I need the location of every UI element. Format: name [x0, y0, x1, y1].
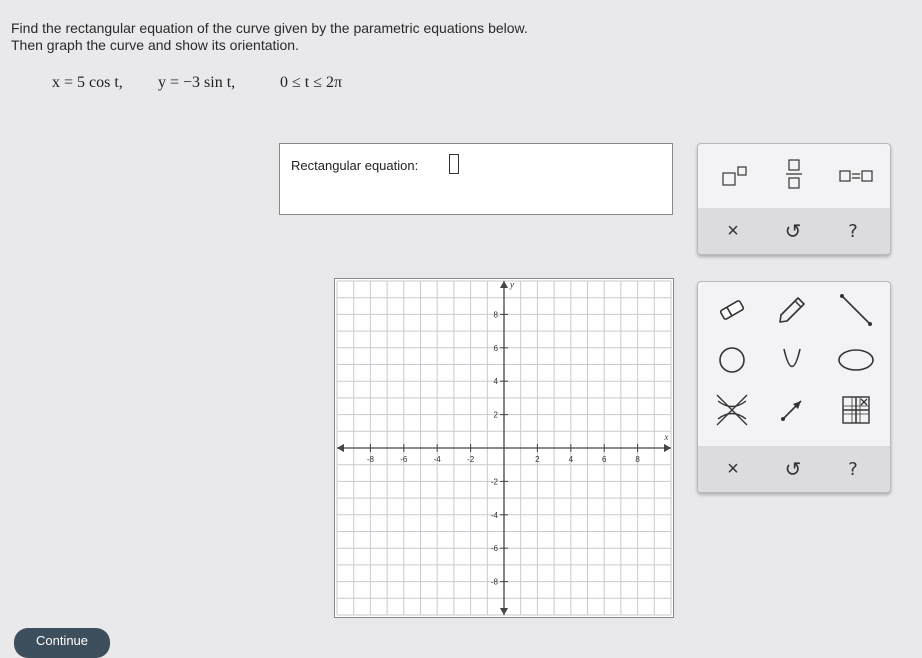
ray-icon	[776, 394, 808, 426]
x-tick-label: 6	[601, 455, 607, 464]
x-tick-label: -4	[433, 455, 441, 464]
line-segment-icon	[838, 292, 874, 328]
prompt-line-2: Then graph the curve and show its orientation.	[11, 37, 299, 53]
eraser-tool[interactable]	[710, 288, 754, 332]
circle-icon	[716, 344, 748, 376]
ellipse-icon	[836, 344, 876, 376]
close-icon: ×	[727, 457, 739, 480]
parabola-tool[interactable]	[770, 338, 814, 382]
fraction-icon	[784, 158, 804, 190]
grid-point-icon	[840, 394, 872, 426]
y-tick-label: -2	[490, 477, 498, 487]
math-palette-footer	[698, 208, 890, 254]
graph-panel[interactable]	[334, 278, 674, 618]
superscript-button[interactable]	[712, 158, 756, 194]
help-icon: ?	[848, 220, 858, 242]
parabola-icon	[776, 344, 808, 376]
x-tick-label: 8	[635, 455, 640, 464]
circle-tool[interactable]	[710, 338, 754, 382]
x-axis-arrow-left	[337, 444, 344, 452]
graph-tool-palette	[697, 281, 891, 493]
x-tick-label: -6	[400, 455, 408, 464]
y-tick-label: 8	[493, 310, 498, 320]
pencil-tool[interactable]	[770, 288, 814, 332]
hyperbola-tool[interactable]	[710, 388, 754, 432]
eraser-icon	[716, 294, 748, 326]
y-axis-arrow-down	[500, 608, 508, 615]
continue-button[interactable]: Continue	[14, 628, 110, 658]
x-tick-label: -2	[467, 455, 475, 464]
coordinate-plane[interactable]	[335, 279, 673, 617]
y-tick-label: -8	[490, 577, 498, 587]
y-tick-label: 6	[493, 343, 498, 353]
undo-graph-button[interactable]	[773, 454, 813, 484]
clear-button[interactable]	[713, 216, 753, 246]
help-button[interactable]	[833, 216, 873, 246]
superscript-icon	[719, 164, 749, 188]
x-tick-label: 2	[535, 455, 540, 464]
ray-tool[interactable]	[770, 388, 814, 432]
close-icon: ×	[727, 219, 739, 242]
fraction-button[interactable]	[772, 154, 816, 194]
help-icon: ?	[848, 458, 858, 480]
problem-prompt	[11, 20, 528, 54]
equation-t-range: 0 ≤ t ≤ 2π	[280, 74, 343, 91]
y-tick-label: 2	[493, 410, 498, 420]
graph-help-button[interactable]	[833, 454, 873, 484]
y-axis-label: y	[510, 279, 514, 290]
ellipse-tool[interactable]	[834, 338, 878, 382]
clear-graph-button[interactable]	[713, 454, 753, 484]
x-tick-label: -8	[366, 455, 374, 464]
rectangular-equation-label: Rectangular equation:	[291, 158, 419, 173]
x-axis-label: x	[664, 432, 669, 442]
pencil-icon	[776, 294, 808, 326]
x-tick-label: 4	[568, 455, 574, 464]
y-axis-arrow-up	[500, 281, 508, 288]
equation-x: x = 5 cos t,	[52, 74, 123, 91]
hyperbola-icon	[714, 392, 750, 428]
prompt-line-1: Find the rectangular equation of the curve given by the parametric equations below.	[11, 20, 528, 36]
undo-icon: ↺	[784, 458, 802, 481]
equals-icon	[838, 166, 874, 186]
answer-panel	[279, 143, 673, 215]
y-tick-label: -6	[490, 544, 498, 554]
tool-palette-footer	[698, 446, 890, 492]
equals-button[interactable]	[832, 158, 880, 194]
y-tick-label: 4	[493, 377, 498, 387]
line-segment-tool[interactable]	[834, 288, 878, 332]
equation-y: y = −3 sin t,	[158, 74, 236, 91]
math-palette	[697, 143, 891, 255]
undo-button[interactable]	[773, 216, 813, 246]
grid-point-tool[interactable]	[834, 388, 878, 432]
undo-icon: ↺	[784, 220, 802, 243]
rectangular-equation-input[interactable]	[449, 154, 459, 174]
y-tick-label: -4	[490, 510, 498, 520]
x-axis-arrow-right	[664, 444, 671, 452]
